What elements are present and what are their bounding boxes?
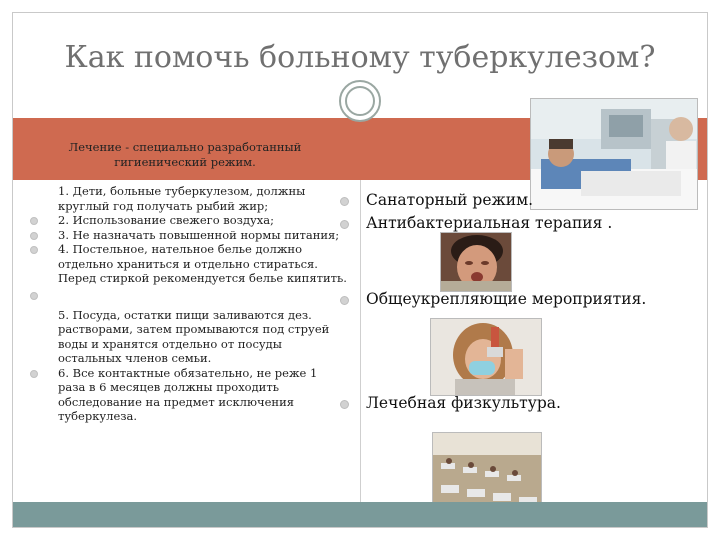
footer-band [13, 502, 707, 527]
bullet-icon [30, 217, 38, 225]
list-item [30, 366, 348, 424]
woman-mask-photo [430, 318, 542, 396]
bullet-icon [340, 197, 349, 206]
band-subtitle [30, 140, 340, 170]
list-item-text: 4. Постельное, нательное белье должно отдельно храниться и отдельно стираться. Перед стиркой рекомендуется белье кипятить. [58, 242, 347, 285]
list-item-text: 5. Посуда, остатки пищи заливаются дез. растворами, затем промываются под струей воды и хранятся отдельно от посуды остальных членов семьи. [58, 307, 330, 365]
list-item [30, 184, 348, 213]
bullet-icon [340, 296, 349, 305]
bullet-icon [30, 370, 38, 378]
band-subtitle-line2: гигиенический режим. [114, 155, 256, 169]
bullet-icon [30, 292, 38, 300]
bullet-icon [30, 232, 38, 240]
treatment-item-label: Санаторный режим. [366, 191, 534, 209]
bullet-icon [30, 246, 38, 254]
slide-title: Как помочь больному туберкулезом? [64, 40, 656, 75]
treatment-item-label: Антибактериальная терапия . [366, 214, 613, 232]
list-item [30, 286, 348, 308]
column-divider [360, 180, 361, 502]
decorative-circle-inner [345, 86, 375, 116]
list-item [30, 308, 348, 366]
band-subtitle-line1: Лечение - специально разработанный [68, 140, 302, 154]
hospital-patient-photo [530, 98, 698, 210]
bullet-icon [340, 220, 349, 229]
hygiene-rules-list [30, 184, 348, 424]
list-item [30, 228, 348, 243]
treatment-item-label: Общеукрепляющие мероприятия. [366, 290, 647, 308]
list-item-text: 2. Использование свежего воздуха; [58, 213, 275, 227]
list-item [30, 213, 348, 228]
treatment-item-label: Лечебная физкультура. [366, 394, 561, 412]
list-item [30, 242, 348, 286]
bullet-icon [340, 400, 349, 409]
list-item-text: 3. Не назначать повышенной нормы питания; [58, 227, 340, 242]
list-item-text: 6. Все контактные обязательно, не реже 1 раза в 6 месяцев должны проходить обследование на предмет исключения туберкулеза. [58, 365, 318, 423]
coughing-child-photo [440, 232, 512, 292]
list-item-text: 1. Дети, больные туберкулезом, должны круглый год получать рыбий жир; [58, 184, 306, 213]
